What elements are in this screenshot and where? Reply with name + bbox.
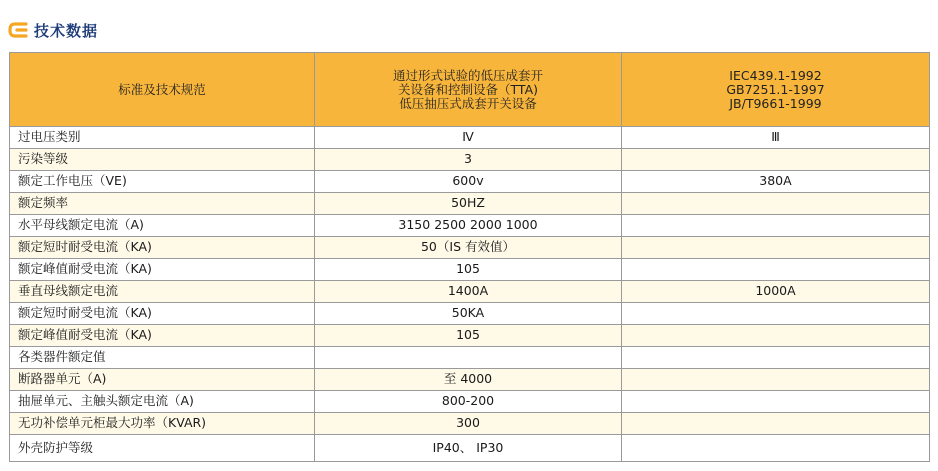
table-row [10,346,930,368]
tta-value-cell: 3 [315,148,622,170]
tta-value-cell: Ⅳ [315,127,622,149]
tta-value-cell: 105 [315,324,622,346]
norm-value-cell [622,236,930,258]
spec-name-cell: 额定频率 [10,192,315,214]
norm-value-cell [622,412,930,434]
table-row [10,302,930,324]
spec-name-cell: 垂直母线额定电流 [10,280,315,302]
table-body [10,127,930,462]
table-row [10,368,930,390]
tta-value-cell: 105 [315,258,622,280]
tta-value-cell: 50HZ [315,192,622,214]
bracket-icon [8,22,28,38]
norm-value-cell [622,346,930,368]
section-header [8,19,98,41]
spec-name-cell: 水平母线额定电流（A) [10,214,315,236]
table-row [10,192,930,214]
table-row [10,258,930,280]
table-row [10,390,930,412]
spec-name-cell: 额定短时耐受电流（KA) [10,236,315,258]
tta-value-cell: 800-200 [315,390,622,412]
spec-name-cell: 污染等级 [10,148,315,170]
header-line: 低压抽压式成套开关设备 [399,95,537,111]
header-line: GB7251.1-1997 [726,81,825,97]
tta-value-cell: 300 [315,412,622,434]
tta-value-cell [315,346,622,368]
norm-value-cell: Ⅲ [622,127,930,149]
spec-name-cell: 抽屉单元、主触头额定电流（A) [10,390,315,412]
table-row [10,170,930,192]
table-header-row [10,53,930,127]
spec-name-cell: 额定工作电压（VE) [10,170,315,192]
spec-name-cell: 额定短时耐受电流（KA) [10,302,315,324]
header-cell-tta [315,53,622,127]
norm-value-cell [622,434,930,461]
table-row [10,412,930,434]
header-line: JB/T9661-1999 [729,95,822,111]
header-line: IEC439.1-1992 [729,67,822,83]
tta-value-cell: 600v [315,170,622,192]
section-title: 技术数据 [34,21,99,40]
norm-value-cell [622,192,930,214]
table-row [10,127,930,149]
norm-value-cell [622,368,930,390]
norm-value-cell [622,258,930,280]
spec-name-cell: 各类器件额定值 [10,346,315,368]
header-line: 通过形式试验的低压成套开 [392,67,543,83]
tta-value-cell: 至 4000 [315,368,622,390]
table-row [10,324,930,346]
spec-name-cell: 无功补偿单元柜最大功率（KVAR) [10,412,315,434]
norm-value-cell: 1000A [622,280,930,302]
header-cell-standard [10,53,315,127]
norm-value-cell [622,302,930,324]
spec-table [9,52,930,462]
header-line: 关设备和控制设备（TTA) [397,81,538,97]
table-row [10,148,930,170]
norm-value-cell [622,390,930,412]
tta-value-cell: 1400A [315,280,622,302]
table-row [10,236,930,258]
spec-name-cell: 断路器单元（A) [10,368,315,390]
spec-name-cell: 外壳防护等级 [10,434,315,461]
tta-value-cell: 3150 2500 2000 1000 [315,214,622,236]
tta-value-cell: IP40、 IP30 [315,434,622,461]
norm-value-cell [622,324,930,346]
tta-value-cell: 50（IS 有效值） [315,236,622,258]
header-cell-norms [622,53,930,127]
spec-name-cell: 额定峰值耐受电流（KA) [10,324,315,346]
table-row [10,434,930,461]
table-row [10,214,930,236]
table-row [10,280,930,302]
spec-name-cell: 额定峰值耐受电流（KA) [10,258,315,280]
norm-value-cell: 380A [622,170,930,192]
spec-name-cell: 过电压类别 [10,127,315,149]
norm-value-cell [622,148,930,170]
tta-value-cell: 50KA [315,302,622,324]
norm-value-cell [622,214,930,236]
header-line: 标准及技术规范 [118,81,206,97]
